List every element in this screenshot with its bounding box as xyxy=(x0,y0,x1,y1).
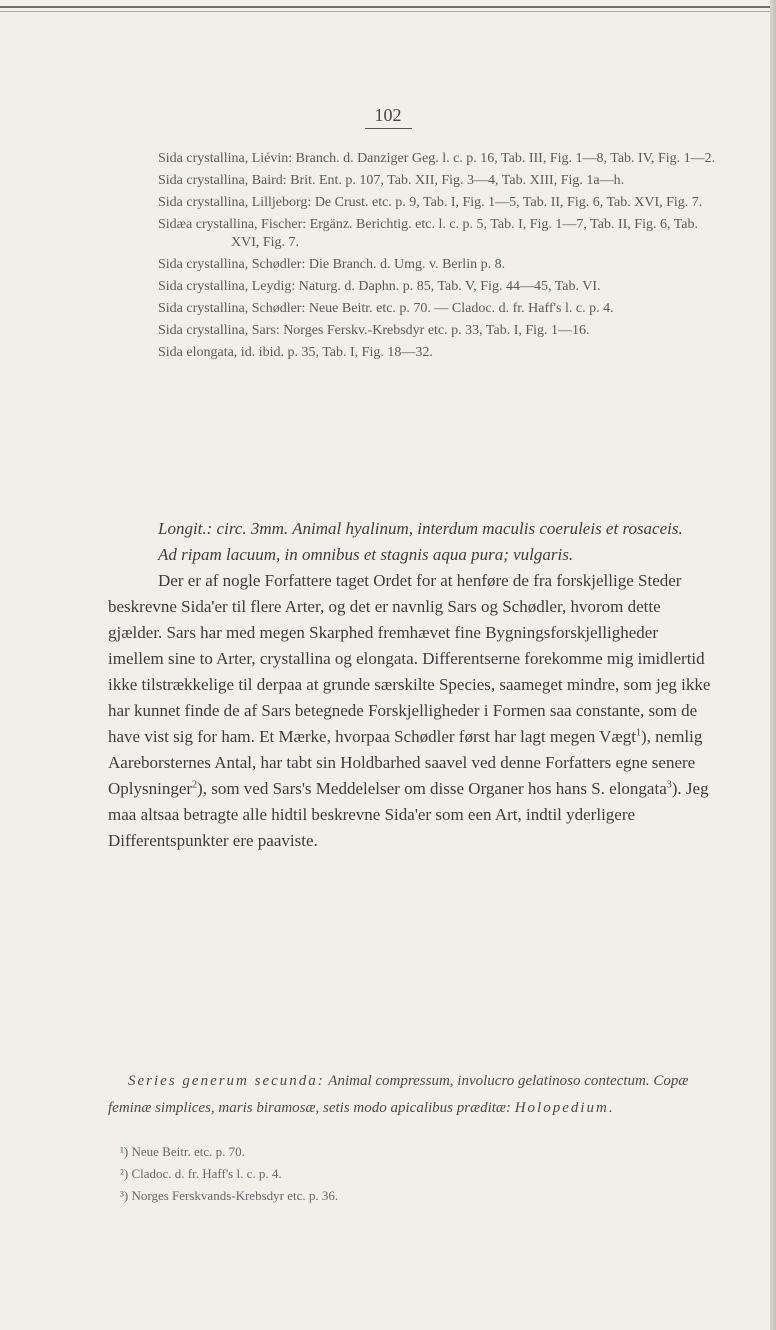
synonym-entry: Sida crystallina, Leydig: Naturg. d. Daphn. p. 85, Tab. V, Fig. 44—45, Tab. VI. xyxy=(158,279,601,294)
body-paragraph: Der er af nogle Forfattere taget Ordet for at henføre de fra forskjellige Steder beskrevne Sida'er til flere Arter, og det er navnlig Sars og Schødler, hvorom dette gjælder. Sars har med megen Skarphed fremhævet fine Bygningsforskjelligheder imellem sine to Arter, crystallina og elongata. Differentserne forekomme mig imidlertid ikke tilstrækkelige til derpaa at grunde særskilte Species, saameget mindre, som jeg ikke har kunnet finde de af Sars betegnede Forskjelligheder i Formen saa constante, som de have vist sig for ham. Et Mærke, hvorpaa Schødler først har lagt megen Vægt$^1$), nemlig Aareborsternes Antal, har tabt sin Holdbarhed saavel ved denne Forfatters egne senere Oplysninger$^2$), som ved Sars's Meddelelser om disse Organer hos hans S. elongata$^3$). Jeg maa altsaa betragte alle hidtil beskrevne Sida'er som een Art, indtil yderligere Differentspunkter ere paaviste. xyxy=(108,571,711,850)
synonym-entry: Sida crystallina, Liévin: Branch. d. Danziger Geg. l. c. p. 16, Tab. III, Fig. 1—8, Tab. IV, Fig. 1—2. xyxy=(158,151,716,166)
habitat-note: Ad ripam lacuum, in omnibus et stagnis aqua pura; vulgaris. xyxy=(158,545,574,564)
synonym-entry: Sida crystallina, Schødler: Die Branch. d. Umg. v. Berlin p. 8. xyxy=(158,257,506,272)
footnote-ref: 1 xyxy=(636,727,641,739)
synonym-entry: Sida elongata, id. ibid. p. 35, Tab. I, Fig. 18—32. xyxy=(158,345,433,360)
synonym-entry: Sidæa crystallina, Fischer: Ergänz. Berichtig. etc. l. c. p. 5, Tab. I, Fig. 1—7, Tab. II, Fig. 6, Tab. XVI, Fig. 7. xyxy=(158,217,698,250)
synonym-entry: Sida crystallina, Baird: Brit. Ent. p. 107, Tab. XII, Fig. 3—4, Tab. XIII, Fig. 1a—h. xyxy=(158,173,625,188)
main-text xyxy=(108,516,712,854)
species-description: Longit.: circ. 3mm. Animal hyalinum, interdum maculis coeruleis et rosaceis. xyxy=(158,519,683,538)
top-border-rule-thin xyxy=(0,11,776,12)
series-paragraph xyxy=(108,1068,712,1122)
series-text: Animal compressum, involucro gelatinoso contectum. Copæ feminæ simplices, maris biramosæ, setis modo apicalibus præditæ: xyxy=(108,1073,689,1116)
footnote-ref: 3 xyxy=(666,779,672,791)
footnote: ²) Cladoc. d. fr. Haff's l. c. p. 4. xyxy=(120,1166,282,1181)
top-border-rule xyxy=(0,6,776,8)
footnotes xyxy=(120,1141,680,1207)
synonym-entry: Sida crystallina, Lilljeborg: De Crust. etc. p. 9, Tab. I, Fig. 1—5, Tab. II, Fig. 6, Tab. XVI, Fig. 7. xyxy=(158,195,703,210)
footnote: ³) Norges Ferskvands-Krebsdyr etc. p. 36. xyxy=(120,1188,339,1203)
synonym-entry: Sida crystallina, Schødler: Neue Beitr. etc. p. 70. — Cladoc. d. fr. Haff's l. c. p. 4. xyxy=(158,301,614,316)
genus-name: Holopedium. xyxy=(514,1100,615,1116)
page-number: 102 xyxy=(0,105,776,129)
footnote: ¹) Neue Beitr. etc. p. 70. xyxy=(120,1144,245,1159)
synonym-entry: Sida crystallina, Sars: Norges Ferskv.-Krebsdyr etc. p. 33, Tab. I, Fig. 1—16. xyxy=(158,323,590,338)
page-edge xyxy=(770,0,776,1330)
footnote-ref: 2 xyxy=(192,779,198,791)
synonymy-list xyxy=(158,150,718,366)
series-label: Series generum secunda: xyxy=(128,1073,325,1089)
